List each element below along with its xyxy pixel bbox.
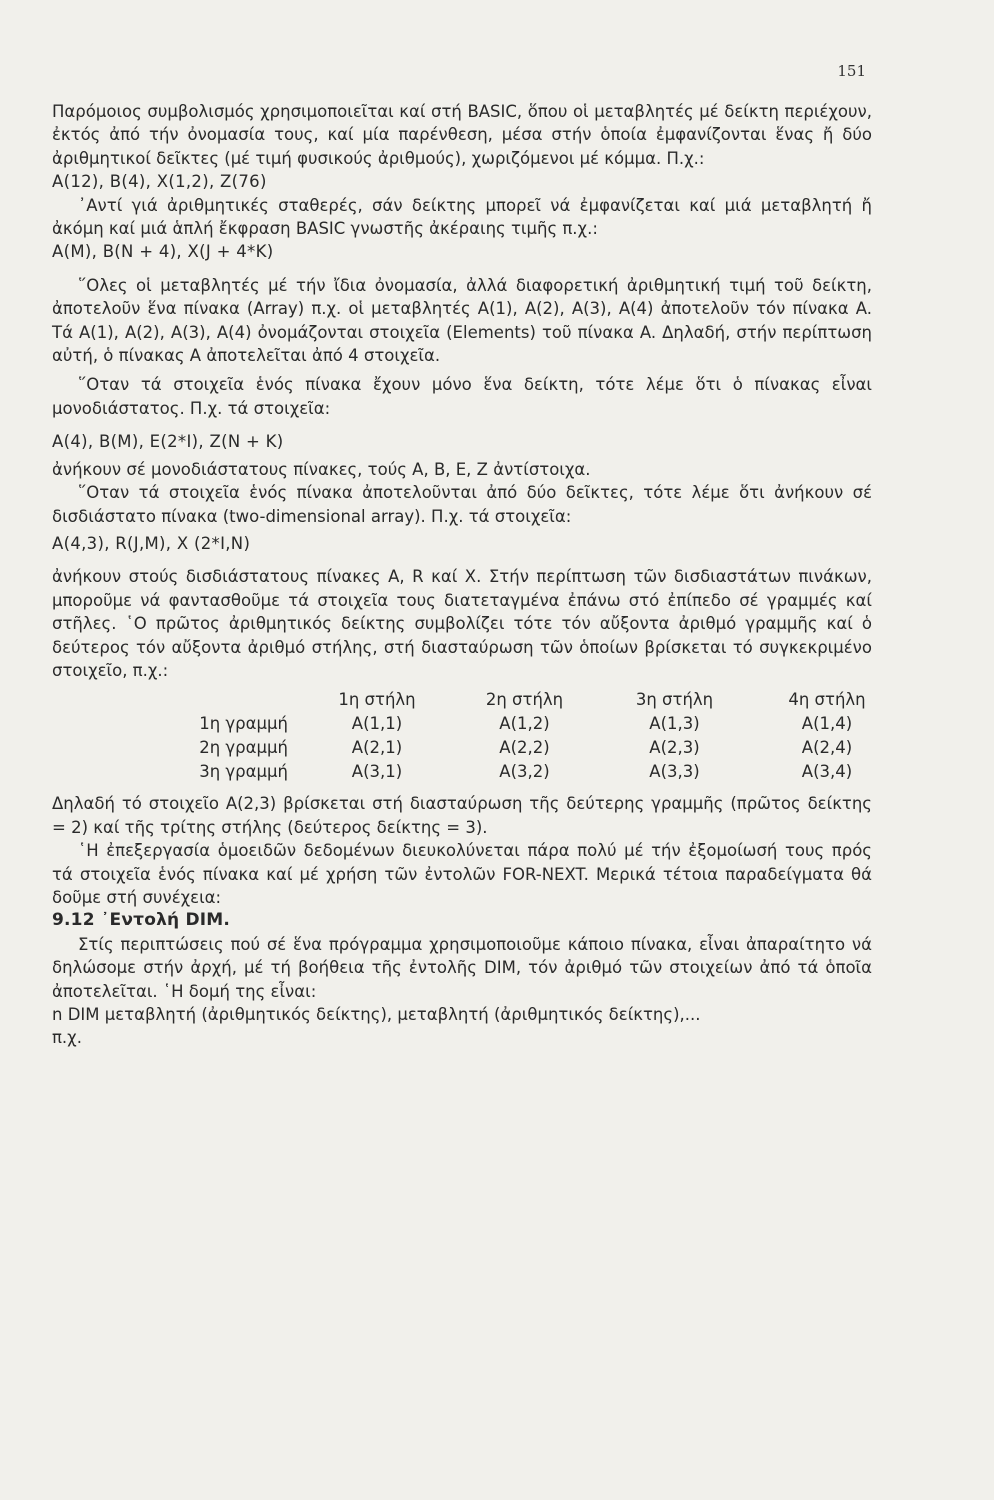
table-cell: A(2,4) — [801, 738, 853, 758]
paragraph: Δηλαδή τό στοιχεῖο A(2,3) βρίσκεται στή διασταύρωση τῆς δεύτερης γραμμῆς (πρῶτος δείκτης = 2) καί τῆς τρίτης στήλης (δεύτερος δείκτης = 3). — [52, 794, 872, 837]
paragraph: ῞Ολες οἱ μεταβλητές μέ τήν ἴδια ὀνομασία, ἀλλά διαφορετική ἀριθμητική τιμή τοῦ δείκτη, ἀποτελοῦν ἕνα πίνακα (Array) π.χ. οἱ μεταβλητές A(1), A(2), A(3), A(4) ἀποτελοῦν τόν πίνακα A. Τά A(1), A(2), A(3), A(4) ὀνομάζονται στοιχεῖα (Elements) τοῦ πίνακα A. Δηλαδή, στήν περίπτωση αὐτή, ὁ πίνακας A ἀποτελεῖται ἀπό 4 στοιχεῖα. — [52, 275, 872, 366]
paragraph: ᾿Αντί γιά ἀριθμητικές σταθερές, σάν δείκτης μπορεῖ νά ἐμφανίζεται καί μιά μεταβλητή ἤ ἀκόμη καί μιά ἁπλή ἔκφραση BASIC γνωστῆς ἀκέραιης τιμῆς π.χ.: — [52, 195, 872, 239]
table-row-label: 1η γραμμή — [199, 714, 288, 734]
page-number: 151 — [837, 62, 866, 80]
paragraph: ῞Οταν τά στοιχεῖα ἑνός πίνακα ἔχουν μόνο ἕνα δείκτη, τότε λέμε ὅτι ὁ πίνακας εἶναι μονοδιάστατος. Π.χ. τά στοιχεῖα: — [52, 375, 872, 418]
syntax-line: n DIM μεταβλητή (ἀριθμητικός δείκτης), μεταβλητή (ἀριθμητικός δείκτης),... — [52, 1005, 701, 1024]
table-cell: A(2,1) — [351, 738, 403, 758]
table-column-header: 2η στήλη — [485, 690, 564, 710]
array-table — [102, 688, 872, 784]
table-cell: A(2,2) — [499, 738, 550, 758]
paragraph: ἀνήκουν σέ μονοδιάστατους πίνακες, τούς A, B, E, Z ἀντίστοιχα. — [52, 459, 591, 479]
formula-example: A(12), B(4), X(1,2), Z(76) — [52, 172, 267, 192]
formula-example: A(4,3), R(J,M), X (2*I,N) — [52, 533, 251, 553]
body-text — [52, 100, 872, 1050]
formula-example: A(4), B(M), E(2*I), Z(N + K) — [52, 432, 284, 452]
table-column-header: 1η στήλη — [338, 690, 416, 710]
table-column-header: 4η στήλη — [788, 690, 866, 710]
table-column-header: 3η στήλη — [635, 690, 714, 710]
paragraph: Παρόμοιος συμβολισμός χρησιμοποιεῖται καί στή BASIC, ὅπου οἱ μεταβλητές μέ δείκτη περιέχουν, ἐκτός ἀπό τήν ὀνομασία τους, καί μία παρένθεση, μέσα στήν ὁποία ἐμφανίζονται ἕνας ἤ δύο ἀριθμητικοί δεῖκτες (μέ τιμή φυσικούς ἀριθμούς), χωριζόμενοι μέ κόμμα. Π.χ.: — [52, 102, 872, 168]
section-heading: 9.12 ᾿Εντολή DIM. — [52, 910, 231, 931]
table-cell: A(3,1) — [351, 762, 403, 782]
table-cell: A(1,4) — [801, 714, 853, 734]
table-cell: A(3,4) — [801, 762, 853, 782]
table-cell: A(3,2) — [499, 762, 550, 782]
paragraph: ῞Οταν τά στοιχεῖα ἑνός πίνακα ἀποτελοῦνται ἀπό δύο δεῖκτες, τότε λέμε ὅτι ἀνήκουν σέ δισδιάστατο πίνακα (two-dimensional array). Π.χ. τά στοιχεῖα: — [52, 483, 872, 526]
formula-example: A(M), B(N + 4), X(J + 4*K) — [52, 242, 274, 262]
paragraph: ῾Η ἐπεξεργασία ὁμοειδῶν δεδομένων διευκολύνεται πάρα πολύ μέ τήν ἐξομοίωσή τους πρός τά στοιχεῖα ἑνός πίνακα καί μέ χρήση τῶν ἐντολῶν FOR-NEXT. Μερικά τέτοια παραδείγματα θά δοῦμε στή συνέχεια: — [52, 841, 872, 907]
table-row-label: 3η γραμμή — [199, 762, 288, 782]
table-cell: A(2,3) — [649, 738, 700, 758]
paragraph: π.χ. — [52, 1028, 82, 1048]
paragraph: ἀνήκουν στούς δισδιάστατους πίνακες A, R καί X. Στήν περίπτωση τῶν δισδιαστάτων πινάκων, μποροῦμε νά φαντασθοῦμε τά στοιχεῖα τους διατεταγμένα ἐπάνω στό ἐπίπεδο σέ γραμμές καί στῆλες. ῾Ο πρῶτος ἀριθμητικός δείκτης συμβολίζει τότε τόν αὔξοντα ἀριθμό γραμμῆς καί ὁ δεύτερος τόν αὔξοντα ἀριθμό στήλης, στή διασταύρωση τῶν ὁποίων βρίσκεται τό συγκεκριμένο στοιχεῖο, π.χ.: — [52, 567, 872, 680]
table-cell: A(1,2) — [499, 714, 550, 734]
table-row-label: 2η γραμμή — [199, 738, 288, 758]
table-cell: A(1,3) — [649, 714, 700, 734]
table-corner — [102, 688, 302, 712]
table-cell: A(3,3) — [649, 762, 700, 782]
table-cell: A(1,1) — [351, 714, 403, 734]
paragraph: Στίς περιπτώσεις πού σέ ἕνα πρόγραμμα χρησιμοποιοῦμε κάποιο πίνακα, εἶναι ἀπαραίτητο νά δηλώσομε στήν ἀρχή, μέ τή βοήθεια τῆς ἐντολῆς DIM, τόν ἀριθμό τῶν στοιχείων ἀπό τά ὁποῖα ἀποτελεῖται. ῾Η δομή της εἶναι: — [52, 934, 872, 1001]
